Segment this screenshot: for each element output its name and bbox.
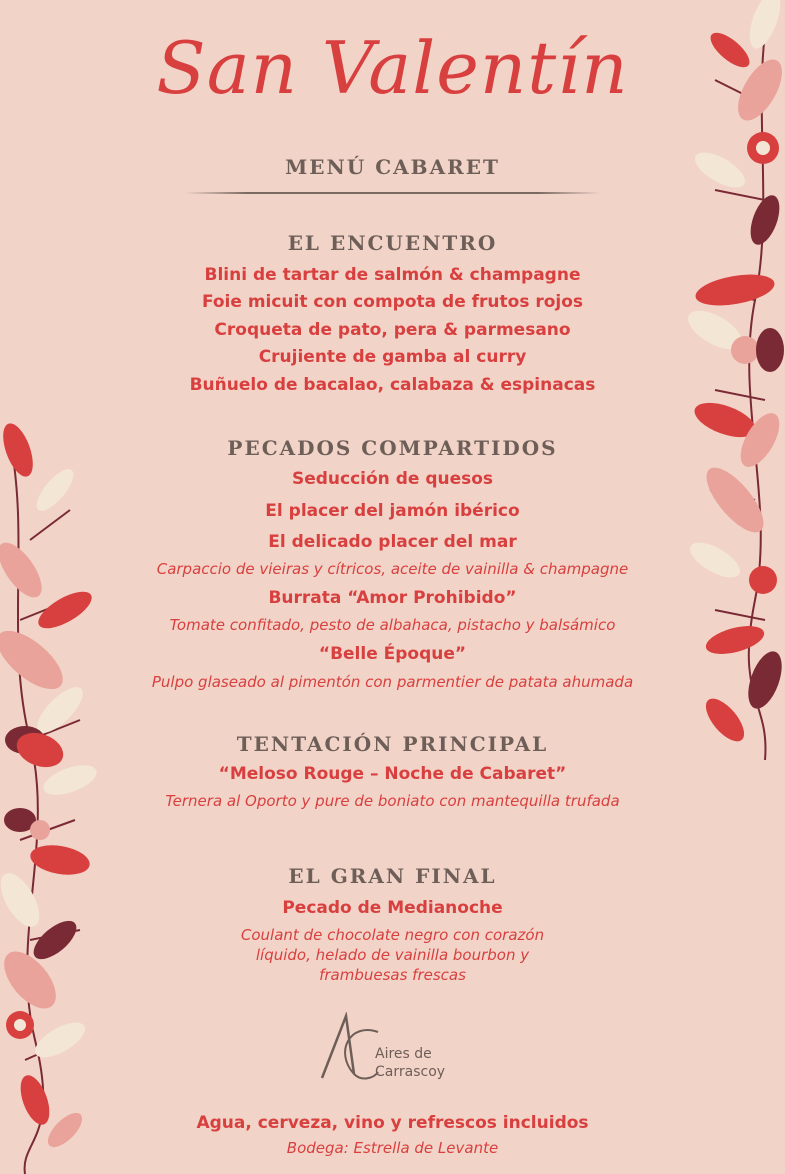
menu-item: Foie micuit con compota de frutos rojos bbox=[201, 292, 584, 312]
menu-item: “Meloso Rouge – Noche de Cabaret” bbox=[218, 764, 567, 784]
menu-item: Croqueta de pato, pera & parmesano bbox=[214, 320, 571, 340]
page-title: San Valentín bbox=[156, 26, 629, 110]
section-title-pecados-compartidos: PECADOS COMPARTIDOS bbox=[227, 436, 558, 460]
section-title-tentacion-principal: TENTACIÓN PRINCIPAL bbox=[236, 732, 549, 756]
menu-item-description: Pulpo glaseado al pimentón con parmentier de patata ahumada bbox=[151, 673, 634, 691]
menu-item-description: líquido, helado de vainilla bourbon y bbox=[255, 946, 530, 964]
menu-item: Crujiente de gamba al curry bbox=[258, 347, 527, 367]
brand-logo bbox=[320, 1012, 470, 1082]
section-title-el-gran-final: EL GRAN FINAL bbox=[288, 864, 497, 888]
winery-note: Bodega: Estrella de Levante bbox=[286, 1139, 499, 1157]
right-floral-decoration-icon bbox=[675, 0, 785, 760]
section-title-el-encuentro: EL ENCUENTRO bbox=[287, 231, 498, 255]
menu-item: “Belle Époque” bbox=[318, 644, 467, 664]
drinks-included-note: Agua, cerveza, vino y refrescos incluidos bbox=[196, 1113, 589, 1133]
menu-item: Buñuelo de bacalao, calabaza & espinacas bbox=[189, 375, 596, 395]
menu-item: El delicado placer del mar bbox=[268, 532, 517, 552]
menu-item: Burrata “Amor Prohibido” bbox=[268, 588, 517, 608]
menu-item-description: Coulant de chocolate negro con corazón bbox=[240, 926, 545, 944]
menu-content bbox=[110, 0, 675, 1174]
menu-item-description: Ternera al Oporto y pure de boniato con mantequilla trufada bbox=[165, 792, 620, 810]
menu-subtitle: MENÚ CABARET bbox=[285, 155, 500, 179]
left-floral-decoration-icon bbox=[0, 420, 115, 1174]
logo-text-line2: Carrascoy bbox=[375, 1064, 446, 1080]
menu-item-description: Carpaccio de vieiras y cítricos, aceite de vainilla & champagne bbox=[156, 560, 629, 578]
menu-item-description: frambuesas frescas bbox=[319, 966, 466, 984]
title-divider bbox=[185, 192, 600, 194]
menu-item-description: Tomate confitado, pesto de albahaca, pistacho y balsámico bbox=[169, 616, 616, 634]
menu-item: El placer del jamón ibérico bbox=[265, 501, 520, 521]
menu-item: Blini de tartar de salmón & champagne bbox=[204, 265, 581, 285]
aires-de-carrascoy-logo-icon bbox=[320, 1012, 380, 1082]
menu-item: Seducción de quesos bbox=[291, 469, 494, 489]
menu-item: Pecado de Medianoche bbox=[282, 898, 503, 918]
logo-text-line1: Aires de bbox=[375, 1046, 432, 1062]
